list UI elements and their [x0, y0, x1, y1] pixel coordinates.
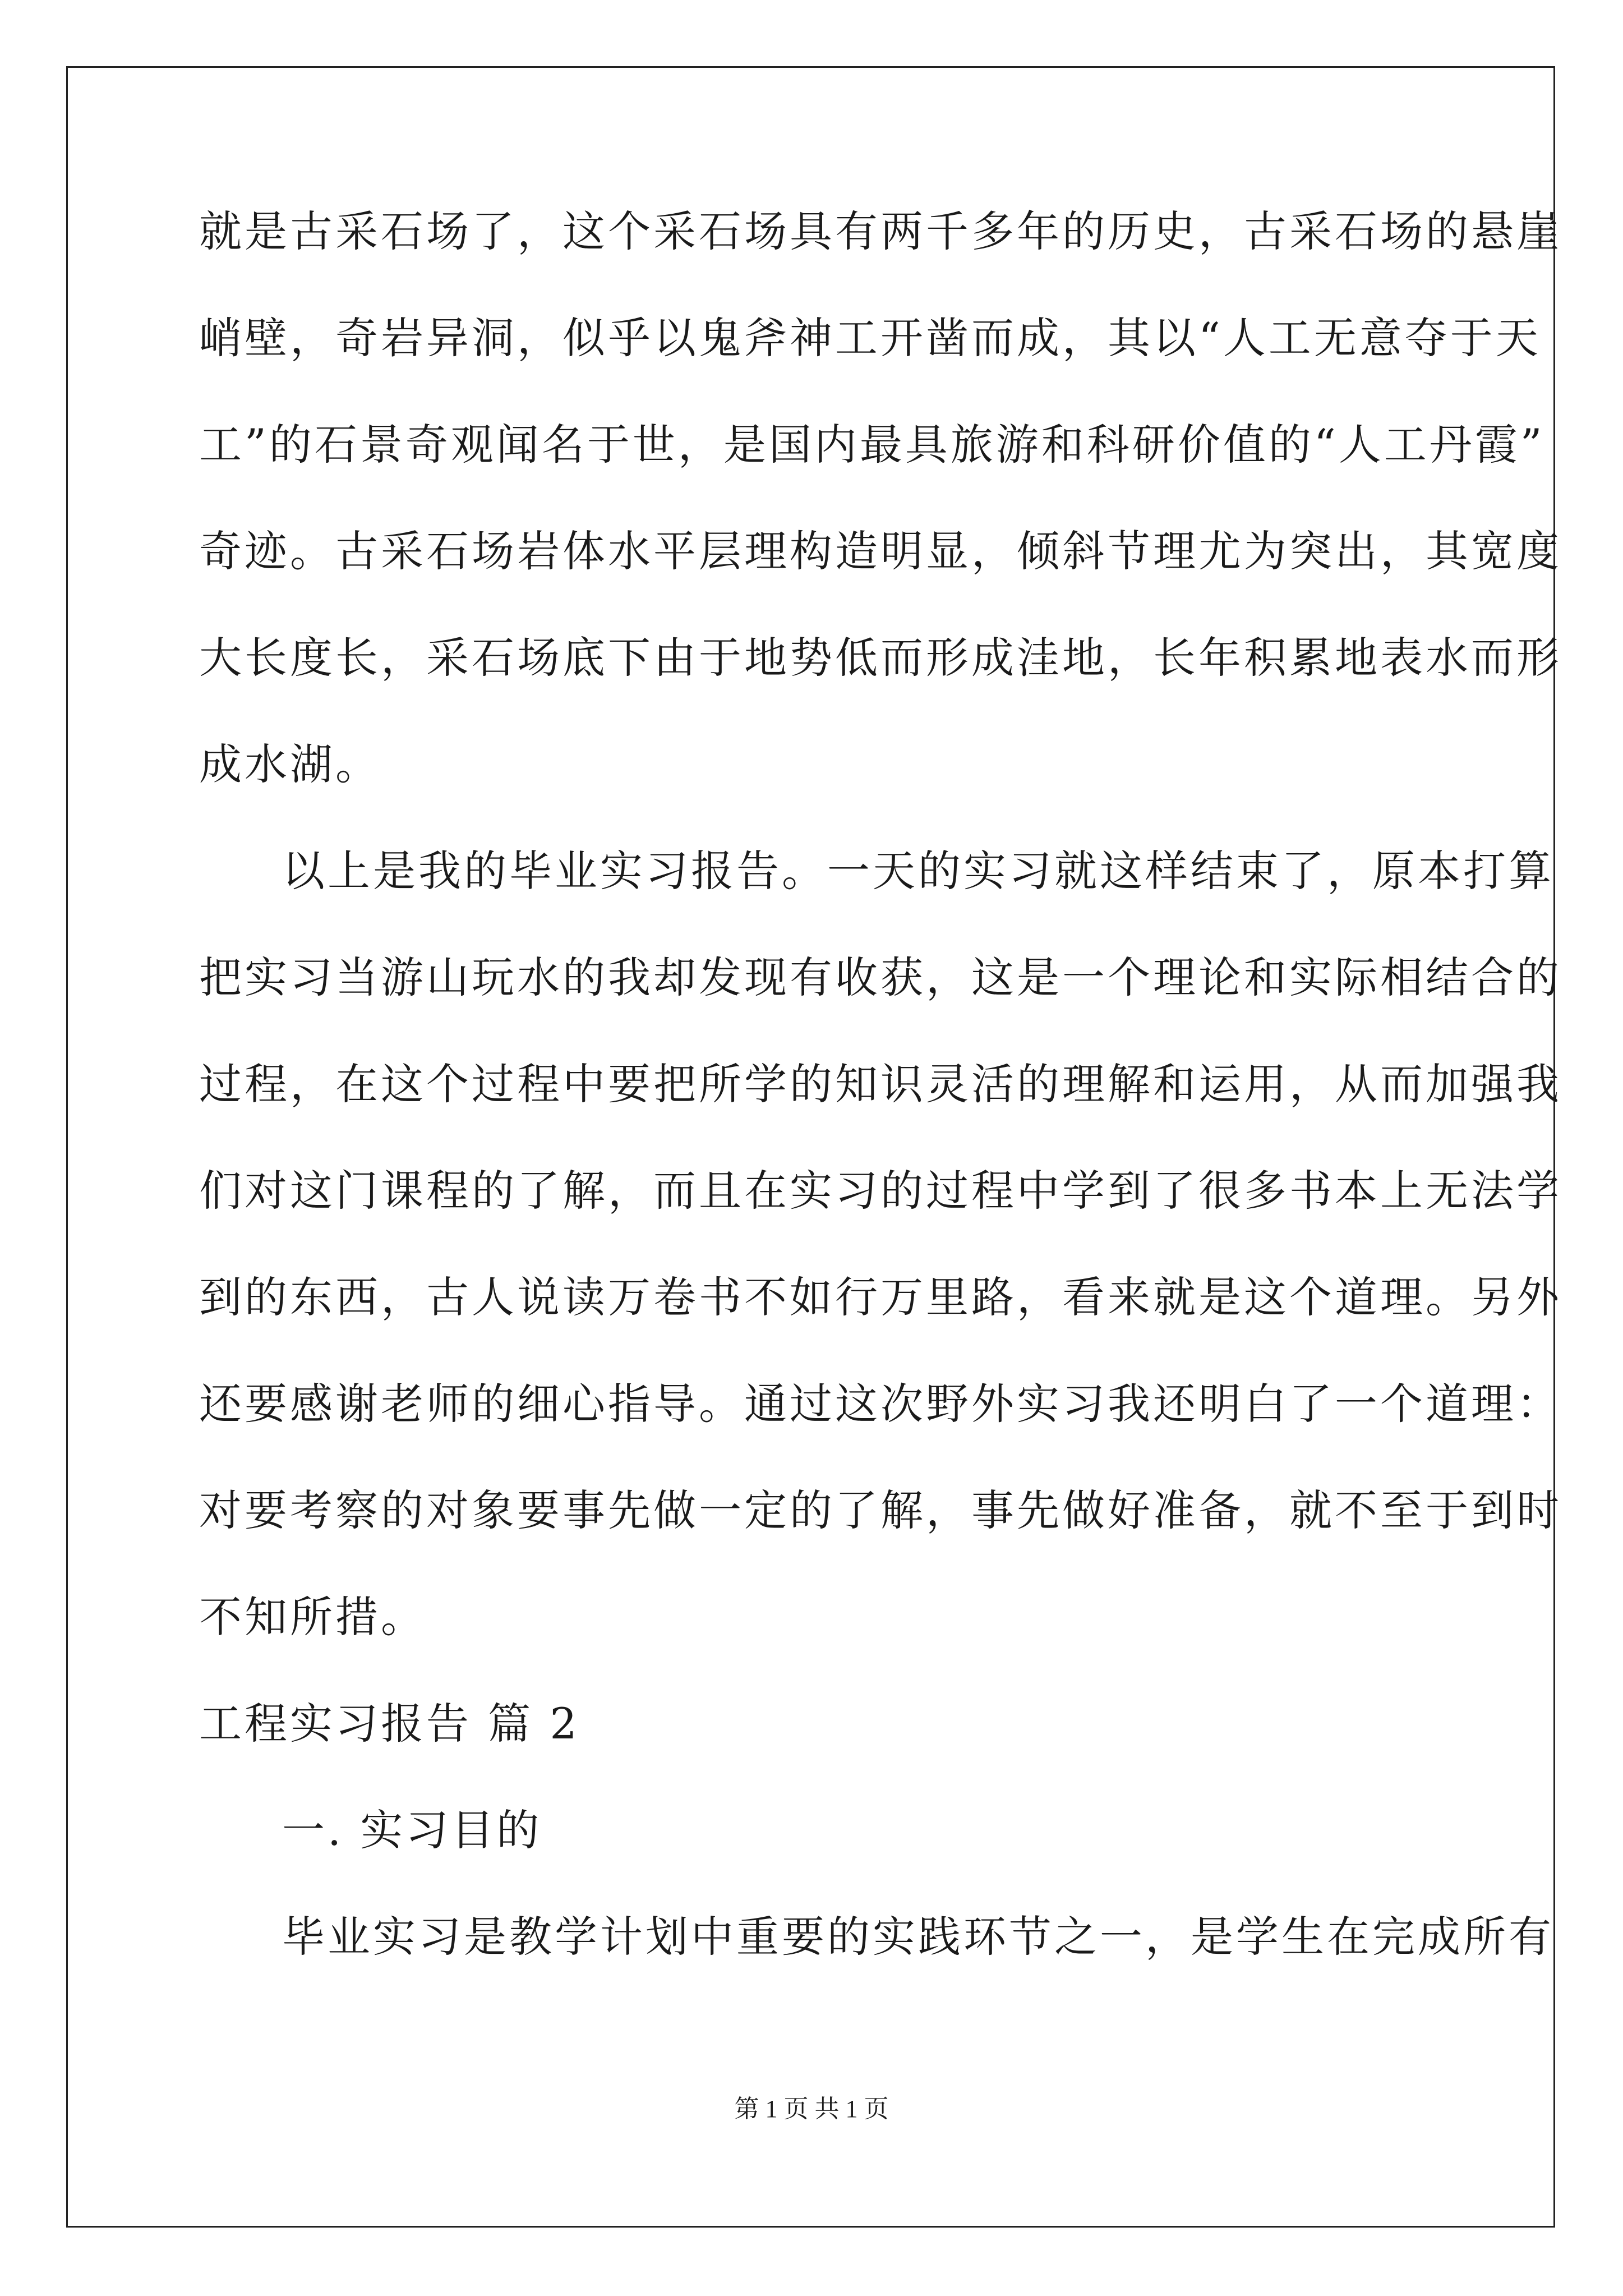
paragraph-line: 把实习当游山玩水的我却发现有收获，这是一个理论和实际相结合的 — [199, 953, 1562, 1002]
paragraph-line: 毕业实习是教学计划中重要的实践环节之一，是学生在完成所有 — [282, 1912, 1554, 1962]
paragraph-line: 成水湖。 — [199, 739, 381, 789]
paragraph-line: 到的东西，古人说读万卷书不如行万里路，看来就是这个道理。另外 — [199, 1272, 1562, 1322]
paragraph-line: 以上是我的毕业实习报告。一天的实习就这样结束了，原本打算 — [282, 846, 1554, 896]
paragraph-line: 不知所措。 — [199, 1592, 426, 1642]
paragraph-line: 对要考察的对象要事先做一定的了解，事先做好准备，就不至于到时 — [199, 1485, 1562, 1535]
paragraph-line: 奇迹。古采石场岩体水平层理构造明显，倾斜节理尤为突出，其宽度 — [199, 526, 1562, 576]
section-heading: 工程实习报告 篇 2 — [199, 1699, 580, 1749]
paragraph-line: 还要感谢老师的细心指导。通过这次野外实习我还明白了一个道理： — [199, 1379, 1562, 1429]
paragraph-line: 峭壁，奇岩异洞，似乎以鬼斧神工开凿而成，其以“人工无意夺于天 — [199, 313, 1541, 363]
document-body — [199, 206, 1562, 2022]
paragraph-line: 大长度长，采石场底下由于地势低而形成洼地，长年积累地表水而形 — [199, 633, 1562, 683]
paragraph-line: 就是古采石场了，这个采石场具有两千多年的历史，古采石场的悬崖 — [199, 206, 1562, 256]
paragraph-line: 工”的石景奇观闻名于世，是国内最具旅游和科研价值的“人工丹霞” — [199, 420, 1545, 470]
paragraph-line: 过程，在这个过程中要把所学的知识灵活的理解和运用，从而加强我 — [199, 1059, 1562, 1109]
page-footer: 第 1 页 共 1 页 — [734, 2095, 889, 2123]
subsection-heading: 一. 实习目的 — [282, 1805, 542, 1855]
paragraph-line: 们对这门课程的了解，而且在实习的过程中学到了很多书本上无法学 — [199, 1166, 1562, 1216]
